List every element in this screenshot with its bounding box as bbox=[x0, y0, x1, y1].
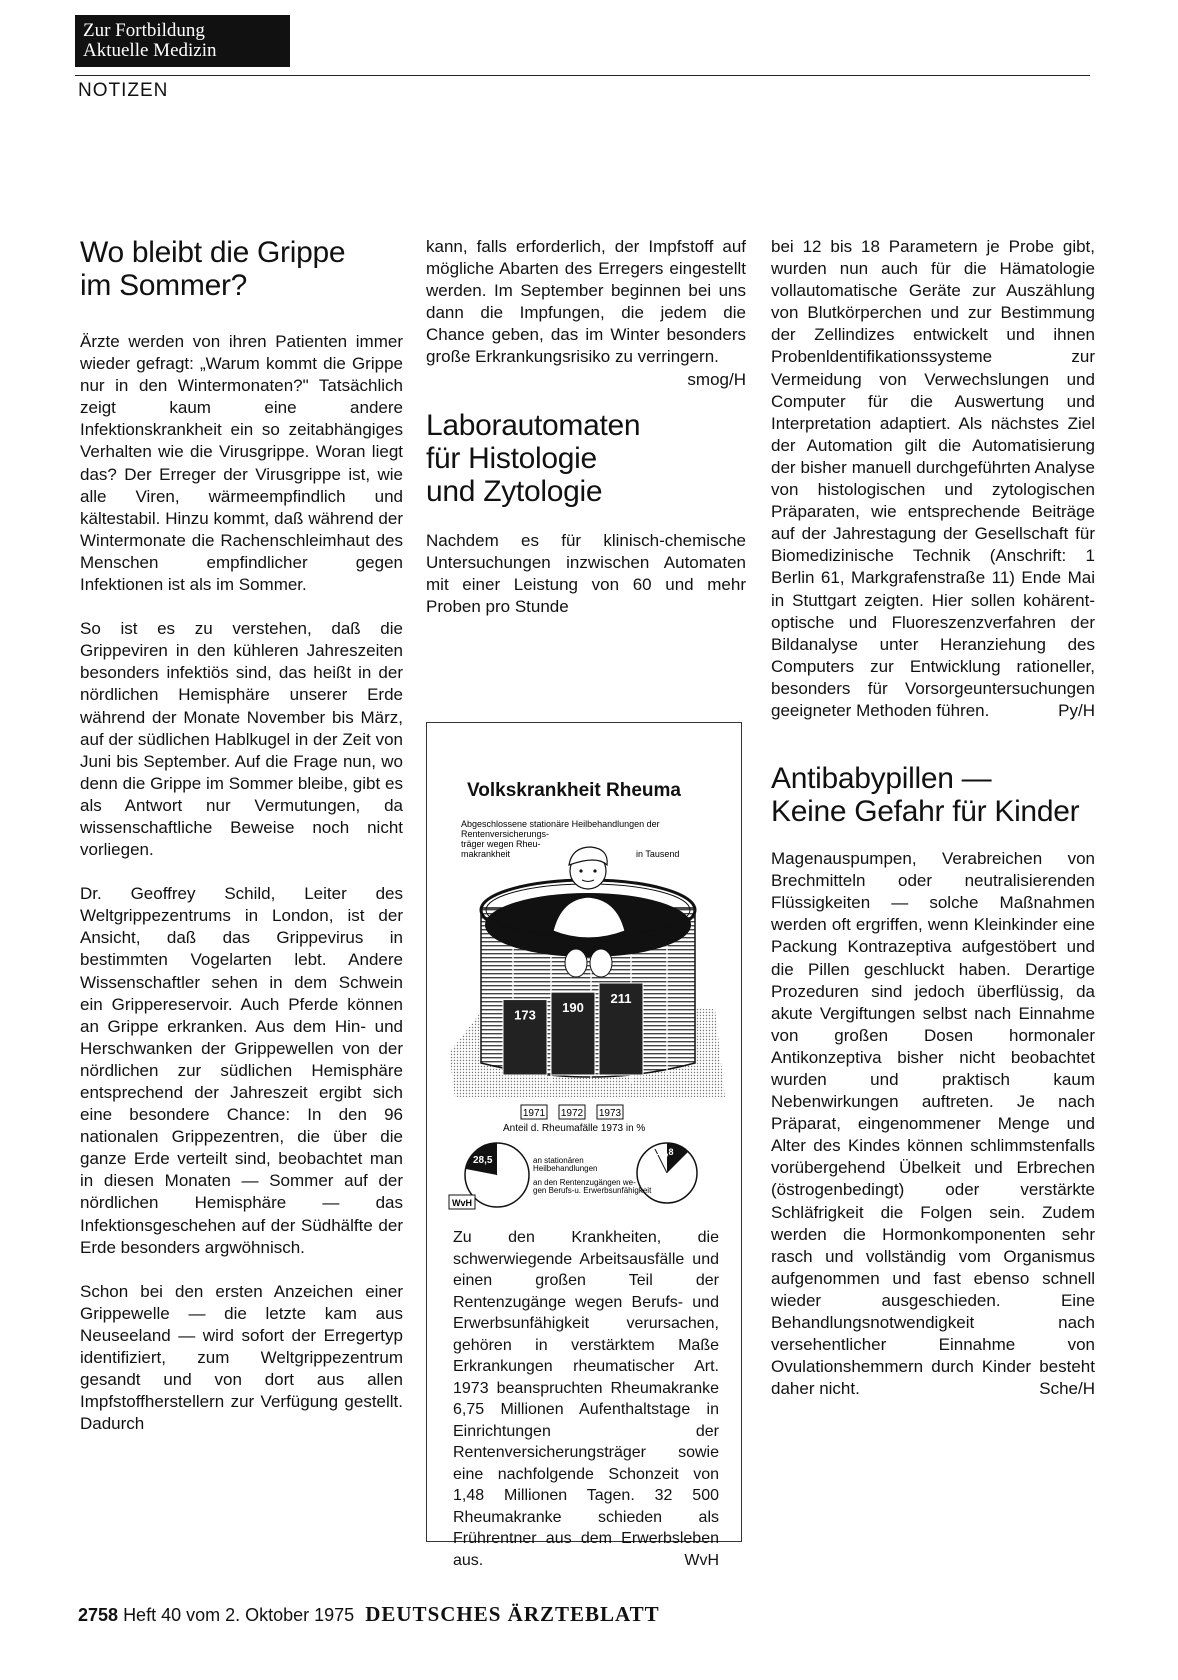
pie-pension-label-2: gen Berufs-u. Erwerbsunfähigkeit bbox=[533, 1186, 652, 1195]
badge-line-2: Aktuelle Medizin bbox=[83, 40, 217, 61]
pie-pension-label-1: an den Rentenzugängen we- bbox=[533, 1178, 636, 1187]
article-2-continuation-text: bei 12 bis 18 Parametern je Probe gibt, wurden nun auch für die Hämatologie vollautomatische Geräte zur Auszählung von Blutkörperchen und zur Bestimmung der Zellindizes entwickelt und ihnen Probenldentifikationssysteme zur Vermeidung von Verwechslungen und Computer für die Auswertung und Interpretation adaptiert. Als nächstes Ziel der Automation gilt die Automatisierung der bisher manuell durchgeführten Analyse von histologischen und zytologischen Präparaten, wie entsprechende Beiträge auf der Jahrestagung der Gesellschaft für Biomedizinische Technik (Anschrift: 1 Berlin 61, Markgrafenstraße 11) Ende Mai in Stuttgart zeigten. Hier sollen kohärent-optische und Fluoreszenzverfahren der Bildanalyse unter Heranziehung des Computers zur Entwicklung rationeller, besonders für Vorsorgeuntersuchungen geeigneter Methoden führen. bbox=[771, 237, 1095, 720]
section-title: NOTIZEN bbox=[78, 80, 169, 101]
column-1 bbox=[80, 236, 403, 1457]
article-3-text-body: Magenauspumpen, Verabreichen von Brechmitteln oder neutralisierenden Flüssigkeiten — solche Maßnahmen werden oft ergriffen, wenn Kleinkinder eine Packung Kontrazeptiva aufgestöbert und die Pillen geschluckt haben. Derartige Prozeduren sind jedoch überflüssig, da akute Vergiftungen selbst nach Einnahme von großen Dosen hormonaler Antikonzeptiva bisher nicht beobachtet wurden und praktisch kaum Nebenwirkungen auftreten. Je nach Präparat, eingenommener Menge und Alter des Kindes können schlimmstenfalls vorübergehend Übelkeit und Erbrechen (östrogenbedingt) oder verstärkte Schläfrigkeit die Folgen sein. Zudem werden die Hormonkomponenten sehr rasch und vollständig vom Organismus aufgenommen und fast ebenso schnell wieder ausgeschieden. Eine Behandlungsnotwendigkeit nach versehentlicher Einnahme von Ovulationshemmern durch Kinder besteht daher nicht. bbox=[771, 849, 1095, 1399]
article-2-title bbox=[426, 409, 746, 508]
header-rule bbox=[75, 75, 1090, 76]
article-2-signature: Py/H bbox=[1058, 700, 1095, 720]
year-label-1973: 1973 bbox=[598, 1108, 622, 1119]
article-2-title-line-1: Laborautomaten bbox=[426, 408, 641, 442]
figure-unit: in Tausend bbox=[636, 849, 680, 859]
pie-pension-value: 12,8 bbox=[656, 1147, 674, 1157]
figure-title: Volkskrankheit Rheuma bbox=[467, 780, 682, 801]
figure-caption-line-3: träger wegen Rheu- bbox=[461, 839, 541, 849]
figure-text-body: Zu den Krankheiten, die schwerwiegende Arbeitsausfälle und einen großen Teil der Rentenzugänge wegen Berufs- und Erwerbsunfähigkeit verursachen, gehören in verstärktem Maße Erkrankungen rheumatischer Art. 1973 beanspruchten Rheumakranke 6,75 Millionen Aufenthaltstage in Einrichtungen der Rentenversicherungsträger sowie eine nachfolgende Schonzeit von 1,48 Millionen Tagen. 32 500 Rheumakranke schieden als Frührentner aus dem Erwerbsleben aus. bbox=[453, 1229, 719, 1569]
article-3-title-line-2: Keine Gefahr für Kinder bbox=[771, 795, 1080, 829]
article-3-signature: Sche/H bbox=[1039, 1379, 1095, 1399]
article-2-continuation bbox=[771, 236, 1095, 722]
article-3-text bbox=[771, 848, 1095, 1400]
value-label-1973: 211 bbox=[610, 991, 632, 1006]
rheuma-illustration bbox=[441, 813, 729, 1223]
article-2-title-line-2: für Histologie bbox=[426, 441, 597, 475]
value-label-1971: 173 bbox=[514, 1007, 536, 1023]
article-1-title bbox=[80, 236, 403, 302]
article-1-paragraph-3: Dr. Geoffrey Schild, Leiter des Weltgrippezentrums in London, ist der Ansicht, daß das Grippevirus in bestimmten Vogelarten lebt. Andere Wissenschaftler sehen in dem Schwein ein Grippereservoir. Auch Pferde können an Grippe erkranken. Aus dem Hin- und Herschwanken der Grippewellen von der nördlichen zur südlichen Hemisphäre entsprechend der Jahreszeit ergibt sich eine besondere Chance: In den 96 nationalen Grippezentren, die über die ganze Erde verteilt sind, beobachtet man in diesen Monaten — Sommer auf der nördlichen Hemisphäre — das Infektionsgeschehen auf der Südhälfte der Erde besonders argwöhnisch. bbox=[80, 884, 403, 1257]
section-badge bbox=[75, 15, 290, 67]
page-footer bbox=[78, 1602, 660, 1627]
article-1-paragraph-2: So ist es zu verstehen, daß die Grippeviren in den kühleren Jahreszeiten besonders infektiös sind, das heißt in der nördlichen Hemisphäre unserer Erde während der Monate November bis März, auf der südlichen Hablkugel in der Zeit von Juni bis September. Auf die Frage nun, wo denn die Grippe im Sommer bleibe, gibt es als Antwort nur Vermutungen, da wissenschaftliche Beweise noch nicht vorliegen. bbox=[80, 619, 403, 860]
figure-text bbox=[453, 1227, 719, 1571]
year-labels bbox=[521, 1105, 623, 1119]
article-1-paragraph-4: Schon bei den ersten Anzeichen einer Grippewelle — die letzte kam aus Neuseeland — wird sofort der Erregertyp identifiziert, zum Weltgrippezentrum gesandt und von dort aus allen Impfstoffherstellern zur Verfügung gestellt. Dadurch bbox=[80, 1281, 403, 1434]
journal-name: DEUTSCHES ÄRZTEBLATT bbox=[365, 1602, 660, 1626]
article-3-title-line-1: Antibabypillen — bbox=[771, 762, 992, 796]
pie-inpatient-label-1: an stationären bbox=[533, 1156, 584, 1165]
article-3-title bbox=[771, 762, 1095, 828]
article-2-title-line-3: und Zytologie bbox=[426, 474, 603, 508]
page-number: 2758 bbox=[78, 1605, 119, 1625]
article-2-intro: Nachdem es für klinisch-chemische Untersuchungen inzwischen Automaten mit einer Leistung von 60 und mehr Proben pro Stunde bbox=[426, 530, 746, 616]
year-label-1972: 1972 bbox=[560, 1108, 584, 1119]
value-label-1972: 190 bbox=[562, 1000, 584, 1016]
share-caption: Anteil d. Rheumafälle 1973 in % bbox=[503, 1123, 646, 1134]
figure-caption-line-2: Rentenversicherungs- bbox=[461, 829, 550, 839]
year-label-1971: 1971 bbox=[522, 1108, 546, 1119]
figure-signature: WvH bbox=[684, 1551, 719, 1569]
figure-caption-line-4: makrankheit bbox=[461, 849, 511, 859]
article-1-signature: smog/H bbox=[687, 369, 746, 389]
article-1-title-line-1: Wo bleibt die Grippe bbox=[80, 236, 346, 269]
issue-info: Heft 40 vom 2. Oktober 1975 bbox=[123, 1605, 355, 1625]
figure-credit: WvH bbox=[452, 1198, 472, 1208]
article-1-continuation-text: kann, falls erforderlich, der Impfstoff auf mögliche Abarten des Erregers eingestellt werden. Im September beginnen bei uns dann die Impfungen, die jedem die Chance geben, das im Winter besonders große Erkrankungsrisiko zu verringern. bbox=[426, 237, 746, 367]
column-3 bbox=[771, 236, 1095, 1422]
article-1-paragraph-1: Ärzte werden von ihren Patienten immer wieder gefragt: „Warum kommt die Grippe nur in den Wintermonaten?" Tatsächlich zeigt kaum eine andere Infektionskrankheit ein so zeitabhängiges Verhalten wie die Virusgrippe. Woran liegt das? Der Erreger der Virusgrippe ist, wie alle Viren, wärmeempfindlich und kältestabil. Hinzu kommt, daß während der Wintermonate die Rachenschleimhaut des Menschen empfindlicher gegen Infektionen ist als im Sommer. bbox=[80, 332, 403, 595]
pie-inpatient-value: 28,5 bbox=[473, 1155, 493, 1166]
badge-line-1: Zur Fortbildung bbox=[83, 20, 205, 41]
column-2 bbox=[426, 236, 746, 640]
figure-caption-line-1: Abgeschlossene stationäre Heilbehandlungen der bbox=[461, 819, 660, 829]
pie-inpatient-label-2: Heilbehandlungen bbox=[533, 1164, 598, 1173]
rheuma-figure bbox=[426, 722, 742, 1569]
article-1-continuation bbox=[426, 236, 746, 389]
article-1-title-line-2: im Sommer? bbox=[80, 269, 248, 302]
